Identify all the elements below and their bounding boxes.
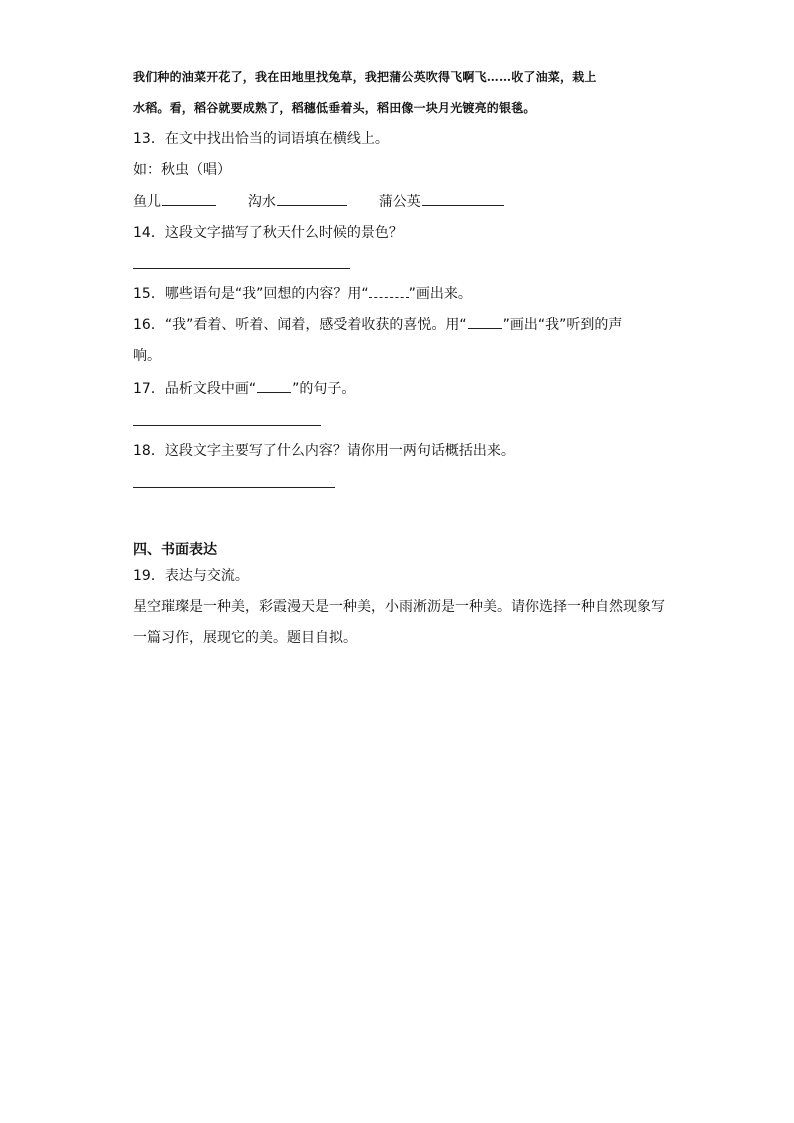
passage-line-2: 水稻。看，稻谷就要成熟了，稻穗低垂着头，稻田像一块月光镀亮的银毯。	[133, 101, 536, 115]
question-16-text-after: ”画出“我”听到的声	[502, 317, 623, 333]
question-16	[133, 315, 622, 335]
question-17	[133, 379, 355, 399]
question-15-text-after: ”画出来。	[408, 286, 472, 302]
blank-label-dandelion: 蒲公英	[378, 194, 421, 210]
underline-marker-solid	[468, 315, 502, 329]
underline-marker-dashed	[369, 284, 409, 298]
question-18: 18．这段文字主要写了什么内容？请你用一两句话概括出来。	[133, 443, 515, 459]
question-14: 14．这段文字描写了秋天什么时候的景色？	[133, 225, 403, 241]
question-19-prompt-line-1: 星空璀璨是一种美，彩霞漫天是一种美，小雨淅沥是一种美。请你选择一种自然现象写	[133, 599, 665, 615]
question-16-line-2: 响。	[133, 348, 161, 364]
answer-line-14[interactable]	[133, 268, 350, 269]
question-15-text-before: 15．哪些语句是“我”回想的内容？用“	[133, 286, 369, 302]
blank-label-fish: 鱼儿	[133, 194, 161, 210]
question-17-text-after: ”的句子。	[292, 381, 356, 397]
underline-marker-solid	[257, 379, 291, 393]
question-19: 19．表达与交流。	[133, 568, 249, 584]
question-13-example: 如：秋虫（唱）	[133, 162, 231, 178]
question-13: 13．在文中找出恰当的词语填在横线上。	[133, 131, 389, 147]
answer-blank-fish[interactable]	[162, 191, 216, 206]
section-heading-writing: 四、书面表达	[133, 542, 217, 558]
answer-line-18[interactable]	[133, 487, 335, 488]
answer-blank-dandelion[interactable]	[422, 191, 504, 206]
question-16-text-before: 16．“我”看着、听着、闻着，感受着收获的喜悦。用“	[133, 317, 467, 333]
question-19-prompt-line-2: 一篇习作，展现它的美。题目自拟。	[133, 630, 357, 646]
blank-label-ditch-water: 沟水	[247, 194, 276, 210]
question-15	[133, 284, 472, 304]
question-17-text-before: 17．品析文段中画“	[133, 381, 257, 397]
answer-line-17[interactable]	[133, 425, 321, 426]
question-13-blanks	[133, 191, 505, 212]
passage-line-1: 我们种的油菜开花了，我在田地里找兔草，我把蒲公英吹得飞啊飞……收了油菜，栽上	[133, 70, 597, 84]
answer-blank-ditch-water[interactable]	[277, 191, 347, 206]
